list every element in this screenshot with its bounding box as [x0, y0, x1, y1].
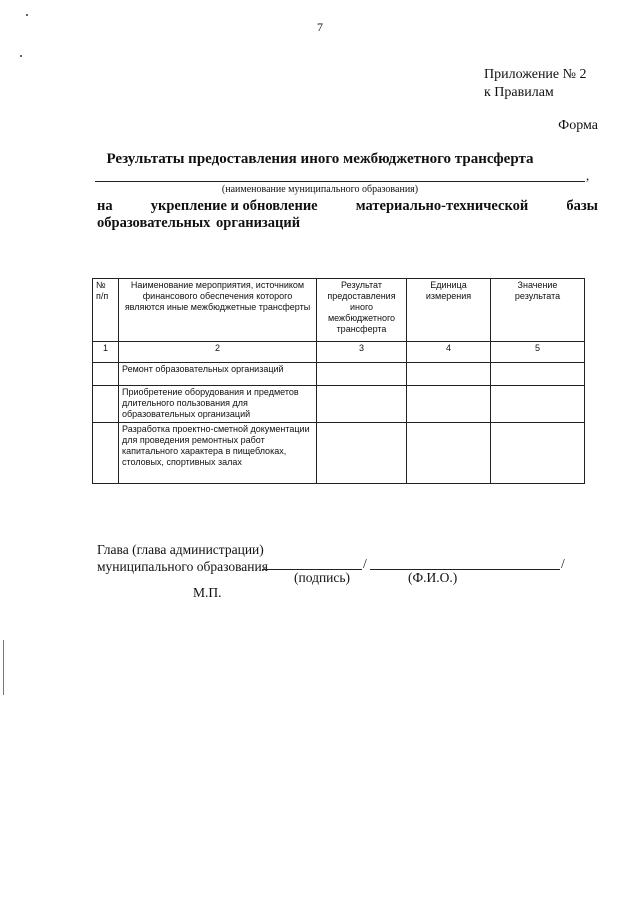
signature-caption: (подпись) — [294, 570, 351, 585]
event-name-cell: Ремонт образовательных организаций — [119, 363, 317, 386]
column-number: 4 — [407, 342, 491, 363]
column-number: 3 — [317, 342, 407, 363]
full-name-separator: / — [561, 556, 565, 571]
subject-line: образовательных организаций — [97, 215, 301, 231]
subject-word: на — [97, 198, 113, 214]
signature-block — [97, 541, 268, 575]
value-cell — [491, 386, 585, 423]
municipality-caption: (наименование муниципального образования) — [221, 184, 419, 195]
unit-cell — [407, 386, 491, 423]
row-number-cell — [93, 363, 119, 386]
signature-title-line: Глава (глава администрации) — [97, 542, 264, 557]
signature-separator: / — [363, 556, 367, 571]
event-name-cell: Разработка проектно-сметной документации для проведения ремонтных работ капитального характера в пищеблоках, столовых, спортивных залах — [119, 423, 317, 484]
unit-cell — [407, 423, 491, 484]
subject-word: материально-технической — [355, 198, 529, 214]
page-number: 7 — [317, 20, 323, 34]
title-trailing-comma: , — [586, 168, 590, 183]
document-subject — [97, 198, 598, 232]
full-name-caption: (Ф.И.О.) — [408, 570, 458, 585]
scan-edge-mark — [3, 640, 4, 695]
subject-word: базы — [566, 198, 598, 214]
table-row — [93, 423, 585, 484]
appendix-line: к Правилам — [484, 85, 554, 100]
value-cell — [491, 363, 585, 386]
column-number: 1 — [93, 342, 119, 363]
full-name-field-line — [370, 569, 560, 570]
result-cell — [317, 363, 407, 386]
subject-word: укрепление и обновление — [150, 198, 318, 214]
scan-speck — [26, 14, 28, 16]
appendix-line: Приложение № 2 — [484, 67, 587, 82]
result-cell — [317, 386, 407, 423]
form-label: Форма — [558, 118, 598, 133]
signature-title-line: муниципального образования — [97, 559, 268, 574]
column-number-row — [93, 342, 585, 363]
scan-speck — [20, 55, 22, 57]
result-cell — [317, 423, 407, 484]
column-header-value: Значение результата — [491, 279, 585, 342]
results-table — [92, 278, 585, 484]
column-header-result: Результат предоставления иного межбюджетного трансферта — [317, 279, 407, 342]
stamp-place: М.П. — [193, 585, 222, 600]
event-name-cell: Приобретение оборудования и предметов длительного пользования для образовательных организаций — [119, 386, 317, 423]
column-header-event-name: Наименование мероприятия, источником финансового обеспечения которого являются иные межбюджетные трансферты — [119, 279, 317, 342]
row-number-cell — [93, 386, 119, 423]
column-header-number: № п/п — [93, 279, 119, 342]
table-row — [93, 386, 585, 423]
row-number-cell — [93, 423, 119, 484]
municipality-name-line — [95, 181, 585, 182]
value-cell — [491, 423, 585, 484]
unit-cell — [407, 363, 491, 386]
column-number: 5 — [491, 342, 585, 363]
subject-line — [97, 198, 598, 215]
document-title: Результаты предоставления иного межбюджетного трансферта — [106, 151, 534, 167]
column-header-unit: Единица измерения — [407, 279, 491, 342]
column-number: 2 — [119, 342, 317, 363]
table-header-row — [93, 279, 585, 342]
table-row — [93, 363, 585, 386]
appendix-reference — [484, 66, 587, 102]
